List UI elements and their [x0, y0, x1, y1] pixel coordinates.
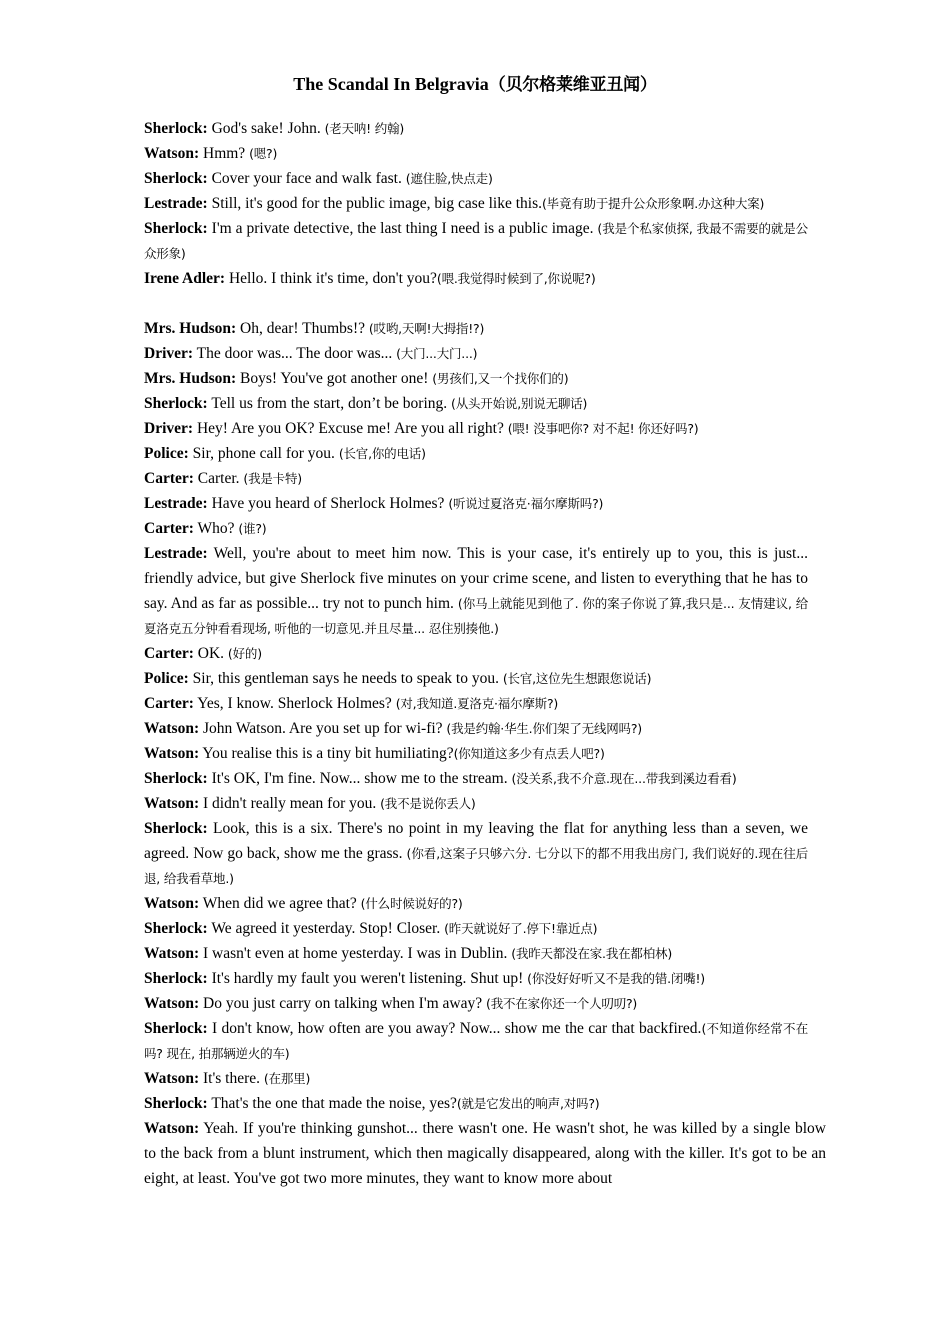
speaker-label: Sherlock: [144, 970, 208, 987]
english-text: Well, you're about to meet him now. This is your case, it's entirely up to you, this is just... friendly advice, but give Sherlock five minutes on your crime scene, and listen to everything that he has to say. And as far as possible... try not to punch him. [144, 545, 808, 612]
title-english: The Scandal In Belgravia [293, 74, 489, 94]
english-text: You realise this is a tiny bit humiliating? [199, 745, 454, 762]
dialogue-line [144, 141, 808, 166]
chinese-translation: (嗯?) [249, 146, 278, 161]
english-text: Cover your face and walk fast. [207, 170, 406, 187]
english-text: Still, it's good for the public image, big case like this. [207, 195, 542, 212]
dialogue-line [144, 116, 808, 141]
speaker-label: Irene Adler: [144, 270, 226, 287]
english-text: Oh, dear! Thumbs!? [236, 320, 369, 337]
speaker-label: Lestrade: [144, 195, 208, 212]
speaker-label: Watson: [144, 1120, 200, 1137]
chinese-translation: (我昨天都没在家.我在都柏林) [511, 946, 672, 961]
english-text: Hmm? [199, 145, 250, 162]
chinese-translation: (我是约翰·华生.你们架了无线网吗?) [446, 721, 642, 736]
english-text: I'm a private detective, the last thing I need is a public image. [207, 220, 598, 237]
english-text: We agreed it yesterday. Stop! Closer. [207, 920, 445, 937]
dialogue-line [144, 216, 808, 266]
speaker-label: Sherlock: [144, 120, 208, 137]
title-chinese: （贝尔格莱维亚丑闻） [488, 75, 657, 95]
chinese-translation: (没关系,我不介意.现在...带我到溪边看看) [511, 771, 737, 786]
speaker-label: Mrs. Hudson: [144, 370, 237, 387]
speaker-label: Watson: [144, 145, 200, 162]
speaker-label: Carter: [144, 695, 194, 712]
dialogue-line [144, 941, 808, 966]
dialogue-line [144, 266, 808, 291]
dialogue-line [144, 991, 808, 1016]
english-text: Have you heard of Sherlock Holmes? [207, 495, 449, 512]
speaker-label: Watson: [144, 745, 200, 762]
speaker-label: Sherlock: [144, 770, 208, 787]
dialogue-line [144, 341, 808, 366]
dialogue-line [144, 641, 808, 666]
chinese-translation: (老天呐! 约翰) [324, 121, 405, 136]
speaker-label: Police: [144, 445, 189, 462]
english-text: It's there. [199, 1070, 264, 1087]
speaker-label: Sherlock: [144, 920, 208, 937]
speaker-label: Watson: [144, 720, 200, 737]
dialogue-line [144, 416, 808, 441]
dialogue-line [144, 1016, 808, 1066]
speaker-label: Sherlock: [144, 1020, 208, 1037]
chinese-translation: (大门...大门...) [396, 346, 478, 361]
english-text: I don't know, how often are you away? Now... show me the car that backfired. [207, 1020, 702, 1037]
speaker-label: Driver: [144, 345, 194, 362]
english-text: When did we agree that? [199, 895, 361, 912]
chinese-translation: (什么时候说好的?) [360, 896, 463, 911]
dialogue-line [144, 1091, 808, 1116]
dialogue-line [144, 466, 808, 491]
dialogue-line [144, 166, 808, 191]
chinese-translation: (你马上就能见到他了. 你的案子你说了算,我只是... 友情建议, 给夏洛克五分钟看看现场, 听他的一切意见.并且尽量... 忍住别揍他.) [144, 596, 808, 636]
dialogue-line [144, 541, 808, 641]
speaker-label: Mrs. Hudson: [144, 320, 237, 337]
speaker-label: Sherlock: [144, 220, 208, 237]
english-text: John Watson. Are you set up for wi-fi? [199, 720, 447, 737]
chinese-translation: (长官,这位先生想跟您说话) [502, 671, 652, 686]
speaker-label: Carter: [144, 520, 194, 537]
chinese-translation: (喂.我觉得时候到了,你说呢?) [436, 271, 596, 286]
dialogue-line [144, 816, 808, 891]
dialogue-line [144, 366, 808, 391]
english-text: It's hardly my fault you weren't listening. Shut up! [207, 970, 528, 987]
chinese-translation: (谁?) [238, 521, 267, 536]
chinese-translation: (在那里) [263, 1071, 311, 1086]
speaker-label: Police: [144, 670, 189, 687]
dialogue-line [144, 691, 808, 716]
paragraph-gap [144, 291, 808, 316]
speaker-label: Watson: [144, 895, 200, 912]
dialogue-line [144, 491, 808, 516]
dialogue-line [144, 741, 808, 766]
dialogue-line [144, 891, 808, 916]
chinese-translation: (我不在家你还一个人叨叨?) [486, 996, 638, 1011]
speaker-label: Watson: [144, 945, 200, 962]
chinese-translation: (男孩们,又一个找你们的) [432, 371, 569, 386]
speaker-label: Carter: [144, 645, 194, 662]
english-text: Yes, I know. Sherlock Holmes? [193, 695, 396, 712]
chinese-translation: (听说过夏洛克·福尔摩斯吗?) [448, 496, 604, 511]
dialogue-line [144, 391, 808, 416]
dialogue-line [144, 766, 808, 791]
speaker-label: Watson: [144, 795, 200, 812]
chinese-translation: (长官,你的电话) [338, 446, 426, 461]
dialogue-line [144, 516, 808, 541]
speaker-label: Carter: [144, 470, 194, 487]
speaker-label: Watson: [144, 995, 200, 1012]
speaker-label: Lestrade: [144, 495, 208, 512]
english-text: I wasn't even at home yesterday. I was in Dublin. [199, 945, 512, 962]
chinese-translation: (我是个私家侦探, 我最不需要的就是公众形象) [144, 221, 808, 261]
dialogue-line [144, 666, 808, 691]
speaker-label: Sherlock: [144, 170, 208, 187]
chinese-translation: (毕竟有助于提升公众形象啊.办这种大案) [541, 196, 765, 211]
chinese-translation: (就是它发出的响声,对吗?) [456, 1096, 600, 1111]
english-text: It's OK, I'm fine. Now... show me to the stream. [207, 770, 512, 787]
chinese-translation: (哎哟,天啊!大拇指!?) [368, 321, 485, 336]
document-title [0, 72, 950, 97]
chinese-translation: (你看,这案子只够六分. 七分以下的都不用我出房门, 我们说好的.现在往后退, 给我看草地.) [144, 846, 808, 886]
speaker-label: Watson: [144, 1070, 200, 1087]
english-text: Sir, phone call for you. [188, 445, 339, 462]
english-text: Carter. [193, 470, 244, 487]
dialogue-line [144, 441, 808, 466]
script-body [144, 116, 826, 1191]
chinese-translation: (好的) [227, 646, 262, 661]
dialogue-line [144, 191, 808, 216]
english-text: Who? [193, 520, 239, 537]
english-text: The door was... The door was... [193, 345, 397, 362]
dialogue-line [144, 716, 808, 741]
english-text: Do you just carry on talking when I'm away? [199, 995, 487, 1012]
chinese-translation: (昨天就说好了.停下!靠近点) [444, 921, 598, 936]
english-text: I didn't really mean for you. [199, 795, 381, 812]
chinese-translation: (不知道你经常不在吗? 现在, 拍那辆逆火的车) [144, 1021, 809, 1061]
chinese-translation: (我不是说你丢人) [380, 796, 476, 811]
chinese-translation: (遮住脸,快点走) [405, 171, 493, 186]
dialogue-line [144, 316, 808, 341]
english-text: OK. [193, 645, 228, 662]
english-text: God's sake! John. [207, 120, 325, 137]
dialogue-line [144, 1066, 808, 1091]
english-text: Boys! You've got another one! [236, 370, 433, 387]
english-text: Yeah. If you're thinking gunshot... there wasn't one. He wasn't shot, he was killed by a single blow to the back from a blunt instrument, which then magically disappeared, along with the killer. It's got to be an eight, at least. You've got two more minutes, they want to know more about [144, 1120, 826, 1187]
chinese-translation: (你没好好听又不是我的错.闭嘴!) [527, 971, 705, 986]
english-text: Sir, this gentleman says he needs to speak to you. [188, 670, 503, 687]
chinese-translation: (对,我知道.夏洛克·福尔摩斯?) [395, 696, 559, 711]
english-text: Hello. I think it's time, don't you? [225, 270, 437, 287]
speaker-label: Driver: [144, 420, 194, 437]
dialogue-line [144, 791, 808, 816]
chinese-translation: (从头开始说,别说无聊话) [451, 396, 588, 411]
english-text: Hey! Are you OK? Excuse me! Are you all right? [193, 420, 508, 437]
chinese-translation: (你知道这多少有点丢人吧?) [453, 746, 605, 761]
speaker-label: Sherlock: [144, 820, 208, 837]
speaker-label: Sherlock: [144, 395, 208, 412]
dialogue-line [144, 966, 808, 991]
english-text: Look, this is a six. There's no point in my leaving the flat for anything less than a seven, we agreed. Now go back, show me the grass. [144, 820, 808, 862]
speaker-label: Sherlock: [144, 1095, 208, 1112]
dialogue-line [144, 1116, 826, 1191]
english-text: That's the one that made the noise, yes? [207, 1095, 457, 1112]
chinese-translation: (喂! 没事吧你? 对不起! 你还好吗?) [507, 421, 699, 436]
dialogue-line [144, 916, 808, 941]
speaker-label: Lestrade: [144, 545, 208, 562]
english-text: Tell us from the start, don’t be boring. [207, 395, 452, 412]
chinese-translation: (我是卡特) [243, 471, 302, 486]
